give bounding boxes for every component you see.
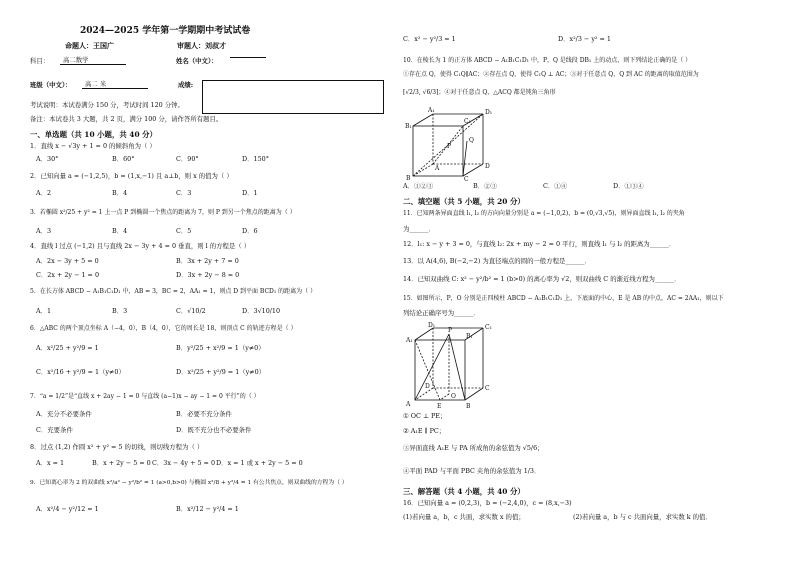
fig10-label-d1: D₁: [485, 109, 493, 116]
q6-option-c: C．x²/16 + y²/9 = 1（y≠0）: [36, 368, 125, 376]
fig15-label-p: P: [448, 327, 453, 334]
fig10-label-c1: C₁: [464, 118, 471, 125]
exam-title: 2024—2025 学年第一学期期中考试试卷: [80, 26, 251, 36]
q9-option-a: A．x²/4 − y²/12 = 1: [36, 505, 99, 513]
score-box[interactable]: [202, 80, 384, 114]
section-1-heading: 一、单选题（共 10 小题，共 40 分）: [30, 130, 157, 139]
class-value: 高二 米: [82, 81, 148, 89]
q7-option-d: D．既不充分也不必要条件: [176, 426, 252, 434]
q8-option-c: C．3x − 4y + 5 = 0: [152, 459, 216, 467]
fig10-label-a1: A₁: [428, 107, 435, 114]
q1-option-c: C．90°: [176, 155, 199, 163]
fig15-label-b: B: [466, 403, 471, 410]
question-9: 9．已知离心率为 2 的双曲线 x²/a² − y²/b² = 1 (a>0,b>0) 与椭圆 x²/8 + y²/4 = 1 有公共焦点，则双曲线的方程为（ ）: [30, 480, 348, 486]
question-11: 11．已知两条异面直线 l₁, l₂ 的方向向量分别是 a = (−1,0,2)，b = (0,√3,√5)，则异面直线 l₁, l₂ 的夹角: [403, 210, 685, 217]
q4-option-a: A．2x − 3y + 5 = 0: [36, 257, 99, 265]
question-10: 10．在棱长为 1 的正方体 ABCD − A₁B₁C₁D₁ 中，P，Q 是线段 DB₁ 上的动点，则下列结论正确的是（ ）: [403, 57, 692, 64]
question-8: 8．过点 (1,2) 作圆 x² + y² = 5 的切线，则切线方程为（ ）: [30, 443, 204, 451]
q10-statements-1: ①存在点 Q，使得 C₁Q∥AC；②存在点 Q，使得 C₁Q ⊥ AC；③对于任意点 Q，Q 到 AC 的距离的取值范围为: [403, 71, 699, 78]
q10-option-c: C．①④: [543, 182, 568, 190]
q2-option-b: B．4: [112, 189, 128, 197]
fig15-label-d1: D₁: [428, 322, 436, 329]
question-5: 5．在长方体 ABCD − A₁B₁C₁D₁ 中，AB = 3，BC = 2，AA₁ = 1，则点 D 到平面 BCD₁ 的距离为（ ）: [30, 288, 317, 295]
fig15-label-e: E: [437, 403, 442, 410]
question-13: 13．以 A(4,6), B(−2,−2) 为直径端点的圆的一般方程是______．: [403, 257, 591, 265]
fig15-label-a: A: [406, 401, 411, 408]
q8-option-a: A．x = 1: [36, 459, 65, 467]
question-7: 7．“a = 1/2”是“直线 x + 2ay − 1 = 0 与直线 (a−1)x − ay − 1 = 0 平行”的（ ）: [30, 393, 260, 400]
q2-option-c: C．3: [176, 189, 192, 197]
q3-option-a: A．3: [36, 227, 52, 235]
author-label: 命题人：王国广: [65, 41, 114, 50]
q4-option-b: B．3x + 2y + 7 = 0: [176, 257, 239, 265]
q3-option-b: B．4: [112, 227, 128, 235]
q4-option-d: D．3x + 2y − 8 = 0: [176, 271, 240, 279]
q5-option-c: C．√10/2: [176, 307, 206, 315]
q2-option-d: D．1: [242, 189, 258, 197]
fig10-label-a: A: [435, 165, 440, 172]
q15-statement-4: ④平面 PAD 与平面 PBC 夹角的余弦值为 1/3．: [403, 467, 541, 475]
q6-option-b: B．y²/25 + x²/9 = 1（y≠0）: [176, 344, 265, 352]
fig10-label-p: P: [447, 143, 452, 150]
reviewer-label: 审题人：刘叔才: [177, 41, 226, 50]
class-label: 班级（中文）：: [30, 81, 72, 89]
q5-option-a: A．1: [36, 307, 52, 315]
fig10-label-d: D: [485, 163, 490, 170]
section-3-heading: 三、解答题（共 4 小题，共 40 分）: [403, 487, 525, 496]
q9-option-d: D．x²/3 − y² = 1: [558, 35, 611, 43]
question-12: 12．l₁: x − y + 3 = 0，与直线 l₂: 2x + my − 2 = 0 平行，则直线 l₁ 与 l₂ 的距离为______．: [403, 240, 676, 248]
question-11-cont: 为______．: [403, 225, 435, 233]
question-15: 15．如图所示，P，O 分别是正四棱柱 ABCD − A₁B₁C₁D₁ 上，下底面的中心，E 是 AB 的中点，AC = 2AA₁，则以下: [403, 295, 724, 302]
cube-figure-q10: [403, 106, 493, 181]
question-4: 4．直线 l 过点 (−1,2) 且与直线 2x − 3y + 4 = 0 垂直，则 l 的方程是（ ）: [30, 242, 251, 250]
q8-option-b: B．x + 2y − 5 = 0: [92, 459, 151, 467]
q8-option-d: D．x = 1 或 x + 2y − 5 = 0: [216, 459, 303, 467]
q9-option-b: B．x²/12 − y²/4 = 1: [176, 505, 239, 513]
q6-option-a: A．x²/25 + y²/9 = 1: [36, 344, 99, 352]
question-3: 3．若椭圆 x²/25 + y² = 1 上一点 P 到椭圆一个焦点的距离为 7，则 P 到另一个焦点的距离为（ ）: [30, 209, 296, 216]
question-2: 2．已知向量 a = (−1,2,5)，b = (1,x,−1) 且 a⊥b，则 x 的值为（ ）: [30, 172, 233, 180]
q6-option-d: D．x²/25 + y²/9 = 1（y≠0）: [176, 368, 266, 376]
q1-option-d: D．150°: [242, 155, 269, 163]
exam-note: 备注：本试卷共 3 大题，共 2 页，满分 100 分，请作答所有题目。: [30, 115, 223, 123]
question-15-cont: 列结论正确序号为______．: [403, 309, 480, 317]
fig15-label-d: D: [425, 383, 430, 390]
fig15-label-o: O: [451, 393, 456, 400]
q15-statement-3: ③异面直线 A₁E 与 PA 所成角的余弦值为 √5/6；: [403, 444, 544, 452]
q7-option-c: C．充要条件: [36, 426, 73, 434]
q5-option-b: B．3: [112, 307, 128, 315]
section-2-heading: 二、填空题（共 5 小题，共 20 分）: [403, 197, 525, 206]
q3-option-d: D．6: [242, 227, 258, 235]
q3-option-c: C．5: [176, 227, 192, 235]
fig10-label-b: B: [406, 175, 411, 181]
question-6: 6．△ABC 的两个顶点坐标 A（−4，0），B（4，0），它的周长是 18，则顶点 C 的轨迹方程是（ ）: [30, 325, 297, 332]
fig15-label-c1: C₁: [485, 324, 492, 331]
q1-option-a: A．30°: [36, 155, 59, 163]
q15-statement-1: ① OC ⊥ PE；: [403, 412, 447, 420]
q7-option-b: B．必要不充分条件: [176, 410, 232, 418]
fig15-label-a1: A₁: [406, 337, 413, 344]
subject-value: 高二数学: [60, 57, 126, 65]
q15-statement-2: ② A₁E ∥ PC；: [403, 427, 446, 435]
score-label: 成绩:: [178, 81, 194, 89]
q10-option-b: B．②③: [473, 182, 497, 190]
question-14: 14．已知双曲线 C: x² − y²/b² = 1 (b>0) 的离心率为 √2，则双曲线 C 的渐近线方程为______．: [403, 275, 681, 283]
subject-label: 科目：: [30, 57, 50, 65]
q5-option-d: D．3√10/10: [242, 307, 281, 315]
q10-option-a: A．①②③: [403, 182, 434, 190]
q10-option-d: D．①③④: [613, 182, 644, 190]
q2-option-a: A．2: [36, 189, 52, 197]
q7-option-a: A．充分不必要条件: [36, 410, 92, 418]
question-16: 16．已知向量 a = (0,2,3)，b = (−2,4,0)，c = (8,x,−3): [403, 499, 572, 507]
q10-statements-2: [√2/3, √6/3]；④对于任意点 Q，△ACQ 都是钝角三角形: [403, 89, 556, 96]
fig15-label-c: C: [485, 385, 490, 392]
time-note: 考试说明：本试卷满分 150 分，考试时间 120 分钟。: [30, 101, 184, 109]
q4-option-c: C．2x + 2y − 1 = 0: [36, 271, 100, 279]
name-label: 姓名（中文）：: [176, 57, 218, 65]
fig10-label-q: Q: [469, 137, 474, 144]
fig10-label-b1: B₁: [405, 123, 412, 130]
fig15-label-b1: B₁: [466, 333, 473, 340]
question-1: 1．直线 x − √3y + 1 = 0 的倾斜角为（ ）: [30, 142, 156, 150]
q16-part-1: (1)若向量 a，b，c 共面，求实数 x 的值；: [403, 513, 525, 521]
prism-figure-q15: [403, 322, 498, 410]
name-field[interactable]: [230, 57, 266, 58]
q9-option-c: C．x² − y²/3 = 1: [403, 35, 456, 43]
q16-part-2: (2)若向量 a，b 与 c 共面向量，求实数 k 的值．: [573, 513, 712, 521]
q1-option-b: B．60°: [112, 155, 135, 163]
fig10-label-c: C: [464, 176, 469, 181]
